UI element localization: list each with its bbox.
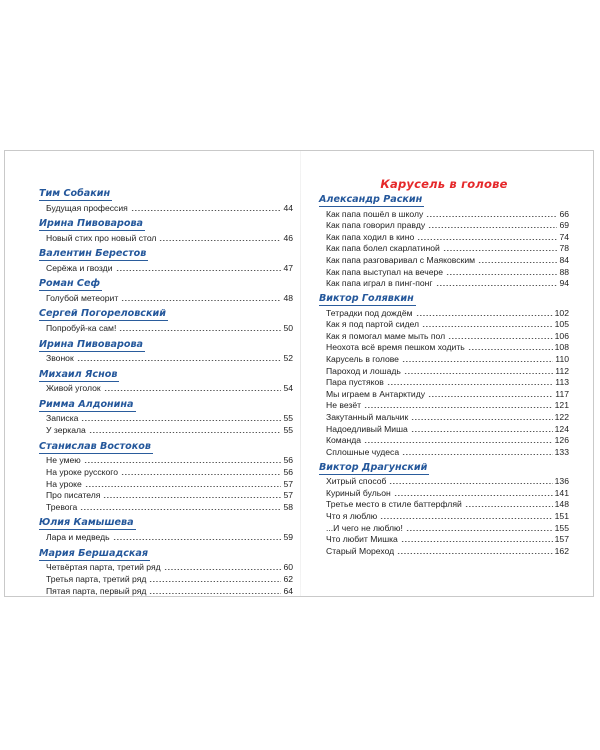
toc-entry[interactable] xyxy=(326,446,569,458)
toc-entry[interactable] xyxy=(326,219,569,231)
entry-title: Четвёртая парта, третий ряд xyxy=(46,562,161,573)
dot-leader xyxy=(113,539,282,540)
page-number: 60 xyxy=(283,562,293,573)
page-number: 136 xyxy=(554,476,569,487)
entry-title: ...И чего не люблю! xyxy=(326,522,403,533)
dot-leader xyxy=(416,315,553,316)
page-number: 56 xyxy=(283,455,293,466)
page-number: 162 xyxy=(554,545,569,556)
author-name: Тим Собакин xyxy=(39,188,111,199)
dot-leader xyxy=(404,373,553,374)
entry-title: Про писателя xyxy=(46,490,101,501)
entry-title: Лара и медведь xyxy=(46,532,110,542)
entry-title: Закутанный мальчик xyxy=(326,412,409,422)
toc-entry[interactable] xyxy=(46,489,293,501)
entry-title: Карусель в голове xyxy=(326,354,399,364)
entry-title: Как я под партой сидел xyxy=(326,319,420,330)
author-name: Ирина Пивоварова xyxy=(39,218,144,230)
author-name: Виктор Драгунский xyxy=(319,461,428,473)
page-number: 94 xyxy=(559,278,569,289)
page-number: 84 xyxy=(559,255,569,265)
toc-entry[interactable] xyxy=(326,434,569,446)
page-number: 102 xyxy=(554,307,569,318)
dot-leader xyxy=(364,407,553,408)
entry-title: Третье место в стиле баттерфляй xyxy=(326,499,462,510)
page-number: 148 xyxy=(554,499,569,510)
dot-leader xyxy=(478,262,557,263)
entry-title: Как я помогал маме мыть пол xyxy=(326,330,446,341)
page-number: 44 xyxy=(283,202,293,213)
page-number: 74 xyxy=(559,231,569,242)
author-name: Римма Алдонина xyxy=(39,398,134,410)
toc-entry[interactable] xyxy=(326,307,569,319)
dot-leader xyxy=(84,462,282,463)
dot-leader xyxy=(402,454,553,455)
toc-entry[interactable] xyxy=(46,262,293,274)
toc-entry[interactable] xyxy=(46,322,293,334)
toc-entry[interactable] xyxy=(46,202,293,214)
toc-entry[interactable] xyxy=(326,423,569,435)
page-number: 108 xyxy=(554,342,569,353)
author-name: Станислав Востоков xyxy=(39,440,151,452)
entry-title: Как папа говорил правду xyxy=(326,220,426,231)
page-gutter xyxy=(300,151,301,596)
entry-title: Третья парта, третий ряд xyxy=(46,573,147,584)
dot-leader xyxy=(159,240,281,241)
entry-title: Сплошные чудеса xyxy=(326,446,400,457)
toc-entry[interactable] xyxy=(326,411,569,423)
section-title: Карусель в голове xyxy=(380,177,508,191)
dot-leader xyxy=(121,300,281,301)
entry-title: Попробуй-ка сам! xyxy=(46,323,117,333)
page-number: 48 xyxy=(283,292,293,303)
page-number: 59 xyxy=(283,532,293,542)
toc-entry[interactable] xyxy=(46,466,293,478)
book-spread xyxy=(4,150,594,597)
entry-title: Звонок xyxy=(46,353,74,364)
toc-entry[interactable] xyxy=(46,292,293,304)
dot-leader xyxy=(80,509,281,510)
entry-title: Голубой метеорит xyxy=(46,292,119,303)
dot-leader xyxy=(422,326,553,327)
author-name: Александр Раскин xyxy=(319,194,423,205)
page-number: 57 xyxy=(283,490,293,501)
entry-title: Живой уголок xyxy=(46,383,101,394)
entry-title: Пятая парта, первый ряд xyxy=(46,585,147,596)
dot-leader xyxy=(411,419,552,420)
dot-leader xyxy=(380,518,552,519)
dot-leader xyxy=(417,239,557,240)
entry-title: Серёжа и гвозди xyxy=(46,262,113,273)
toc-entry[interactable] xyxy=(46,232,293,244)
dot-leader xyxy=(85,486,282,487)
page-number: 113 xyxy=(555,377,569,388)
dot-leader xyxy=(149,581,281,582)
entry-title: Что я люблю xyxy=(326,511,378,521)
entry-title: Записка xyxy=(46,413,79,424)
page-number: 57 xyxy=(283,478,293,489)
entry-title: Надоедливый Миша xyxy=(326,423,408,434)
toc-entry[interactable] xyxy=(46,561,293,573)
toc-entry[interactable] xyxy=(326,545,569,557)
dot-leader xyxy=(121,474,281,475)
toc-entry[interactable] xyxy=(326,341,569,353)
dot-leader xyxy=(397,553,552,554)
toc-entry[interactable] xyxy=(46,412,293,424)
toc-entry[interactable] xyxy=(326,254,569,266)
dot-leader xyxy=(446,274,557,275)
page-number: 64 xyxy=(283,585,293,596)
author-name: Мария Бершадская xyxy=(39,547,149,559)
toc-entry[interactable] xyxy=(326,231,569,243)
entry-title: Будущая профессия xyxy=(46,202,128,213)
dot-leader xyxy=(364,442,553,443)
toc-entry[interactable] xyxy=(326,388,569,400)
page-number: 78 xyxy=(559,243,569,254)
toc-entry[interactable] xyxy=(46,573,293,585)
entry-title: У зеркала xyxy=(46,425,86,435)
toc-entry[interactable] xyxy=(326,208,569,220)
toc-entry[interactable] xyxy=(326,487,569,499)
toc-entry[interactable] xyxy=(326,533,569,545)
author-name: Валентин Берестов xyxy=(39,248,147,260)
toc-entry[interactable] xyxy=(46,424,293,436)
author-name: Ирина Пивоварова xyxy=(39,338,144,350)
entry-title: Как папа болел скарлатиной xyxy=(326,243,440,254)
dot-leader xyxy=(131,210,282,211)
page-number: 112 xyxy=(555,365,569,376)
dot-leader xyxy=(104,390,282,391)
page-number: 69 xyxy=(559,220,569,231)
page-number: 47 xyxy=(283,262,293,273)
dot-leader xyxy=(77,360,282,361)
entry-title: Пара пустяков xyxy=(326,377,384,388)
dot-leader xyxy=(89,432,282,433)
dot-leader xyxy=(81,420,281,421)
dot-leader xyxy=(468,349,553,350)
toc-entry[interactable] xyxy=(46,352,293,364)
author-name: Виктор Голявкин xyxy=(319,293,414,304)
entry-title: Как папа пошёл в школу xyxy=(326,208,424,219)
toc-entry[interactable] xyxy=(46,382,293,394)
page-number: 55 xyxy=(283,425,293,435)
toc-entry[interactable] xyxy=(326,353,569,365)
dot-leader xyxy=(149,593,281,594)
author-name: Роман Сеф xyxy=(39,278,100,290)
toc-entry[interactable] xyxy=(326,510,569,522)
dot-leader xyxy=(119,330,281,331)
toc-entry[interactable] xyxy=(326,498,569,510)
author-name: Михаил Яснов xyxy=(39,368,118,380)
author-name: Юлия Камышева xyxy=(39,517,134,529)
page-number: 122 xyxy=(554,412,569,422)
toc-entry[interactable] xyxy=(326,318,569,330)
entry-title: Как папа разговаривал с Маяковским xyxy=(326,255,476,265)
author-name: Сергей Погореловский xyxy=(39,308,166,320)
entry-title: На уроке русского xyxy=(46,466,118,477)
page-number: 141 xyxy=(554,487,569,498)
toc-entry[interactable] xyxy=(326,399,569,411)
page-number: 155 xyxy=(554,522,569,533)
toc-entry[interactable] xyxy=(326,330,569,342)
entry-title: Команда xyxy=(326,435,362,446)
entry-title: Пароход и лошадь xyxy=(326,365,401,376)
page-number: 151 xyxy=(554,511,569,521)
dot-leader xyxy=(103,497,281,498)
page-number: 62 xyxy=(283,573,293,584)
dot-leader xyxy=(411,431,553,432)
page-number: 110 xyxy=(555,354,569,364)
page-number: 121 xyxy=(554,400,569,411)
page-number: 133 xyxy=(554,446,569,457)
entry-title: Мы играем в Антарктиду xyxy=(326,388,426,399)
dot-leader xyxy=(394,495,553,496)
toc-entry[interactable] xyxy=(326,376,569,388)
entry-title: На уроке xyxy=(46,478,82,489)
entry-title: Куриный бульон xyxy=(326,487,391,498)
page-number: 106 xyxy=(554,330,569,341)
page-number: 54 xyxy=(283,383,293,394)
toc-entry[interactable] xyxy=(46,531,293,543)
dot-leader xyxy=(406,530,553,531)
toc-entry[interactable] xyxy=(326,242,569,254)
page-number: 52 xyxy=(283,353,293,364)
page-number: 88 xyxy=(559,266,569,277)
toc-entry[interactable] xyxy=(326,266,569,278)
page-number: 56 xyxy=(283,466,293,477)
toc-entry[interactable] xyxy=(46,585,293,597)
dot-leader xyxy=(443,250,558,251)
page-number: 126 xyxy=(554,435,569,446)
dot-leader xyxy=(402,361,553,362)
dot-leader xyxy=(428,396,553,397)
page-number: 55 xyxy=(283,413,293,424)
entry-title: Тревога xyxy=(46,501,78,512)
page-number: 46 xyxy=(283,232,293,243)
page-number: 66 xyxy=(559,208,569,219)
entry-title: Хитрый способ xyxy=(326,476,387,487)
dot-leader xyxy=(465,506,553,507)
entry-title: Как папа ходил в кино xyxy=(326,231,415,242)
page-number: 157 xyxy=(554,534,569,545)
page-number: 124 xyxy=(554,423,569,434)
dot-leader xyxy=(116,270,282,271)
entry-title: Как папа выступал на вечере xyxy=(326,266,444,277)
page-number: 117 xyxy=(555,388,569,399)
dot-leader xyxy=(389,483,552,484)
dot-leader xyxy=(387,384,553,385)
toc-entry[interactable] xyxy=(326,522,569,534)
entry-title: Новый стих про новый стол xyxy=(46,232,157,243)
page-number: 58 xyxy=(283,501,293,512)
toc-entry[interactable] xyxy=(326,365,569,377)
toc-entry[interactable] xyxy=(326,475,569,487)
toc-entry[interactable] xyxy=(46,454,293,466)
page-number: 105 xyxy=(554,319,569,330)
toc-entry[interactable] xyxy=(326,277,569,289)
entry-title: Неохота всё время пешком ходить xyxy=(326,342,465,353)
dot-leader xyxy=(426,216,557,217)
dot-leader xyxy=(436,285,558,286)
entry-title: Что любит Мишка xyxy=(326,534,398,545)
page-number: 50 xyxy=(283,323,293,333)
entry-title: Не умею xyxy=(46,455,81,466)
dot-leader xyxy=(448,338,553,339)
dot-leader xyxy=(428,227,557,228)
toc-entry[interactable] xyxy=(46,478,293,490)
entry-title: Тетрадки под дождём xyxy=(326,307,413,318)
dot-leader xyxy=(164,569,282,570)
entry-title: Не везёт xyxy=(326,400,362,411)
entry-title: Как папа играл в пинг-понг xyxy=(326,278,433,289)
dot-leader xyxy=(401,541,553,542)
toc-entry[interactable] xyxy=(46,501,293,513)
entry-title: Старый Мореход xyxy=(326,545,395,556)
